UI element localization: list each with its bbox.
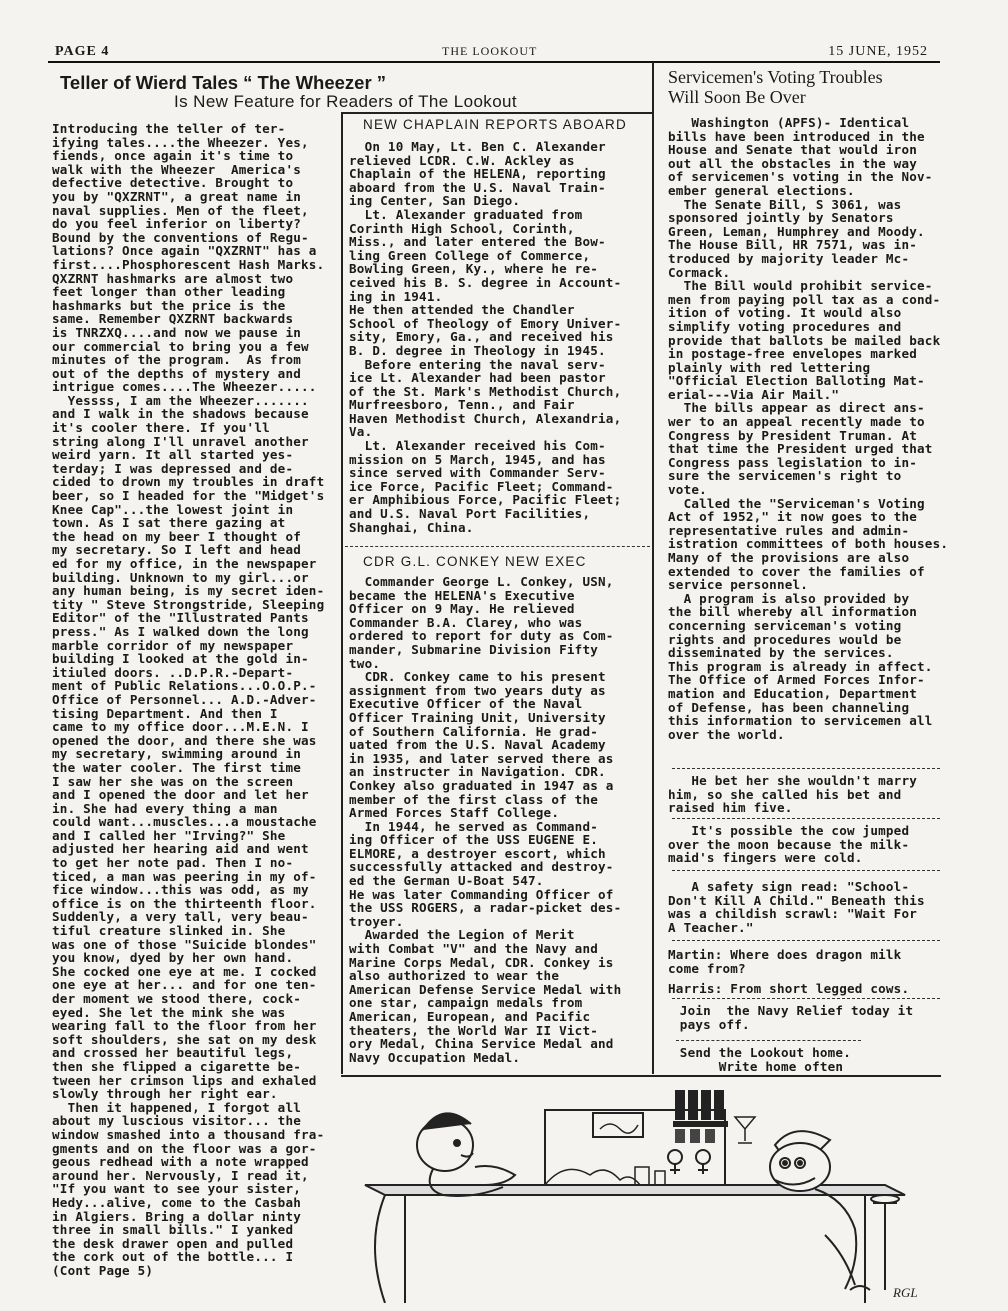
filler-divider: [672, 818, 940, 819]
patron-left: [417, 1113, 515, 1196]
bar-cartoon: [345, 1085, 945, 1303]
story1-subtitle: Is New Feature for Readers of The Lookout: [174, 92, 518, 111]
header-rule: [48, 61, 940, 63]
story4-subtitle: Will Soon Be Over: [668, 87, 806, 107]
cocktail-glass-icon: [735, 1117, 755, 1143]
issue-date: 15 JUNE, 1952: [828, 44, 928, 59]
sailor-right: [770, 1131, 899, 1290]
story2-body: On 10 May, Lt. Ben C. Alexander relieved LCDR. C.W. Ackley as Chaplain of the HELENA, reporting aboard from the U.S. Naval Train- ing Center, San Diego. Lt. Alexander graduated from Corinth High School, Corinth, Miss., and later entered the Bow- ling Green College of Commerce, Bowling Green, Ky., where he re- ceived his B. S. degree in Account- ing in 1941. He then attended the Chandler School of Theology of Emory Univer- sity, Emory, Ga., and received his B. D. degree in Theology in 1945. Before entering the naval serv- ice Lt. Alexander had been pastor of the St. Mark's Methodist Church, Murfreesboro, Tenn., and Fair Haven Methodist Church, Alexandria, Va. Lt. Alexander received his Com- mission on 5 March, 1945, and has since served with Commander Serv- ice Force, Pacific Fleet; Command- er Amphibious Force, Pacific Fleet; and U.S. Naval Port Facilities, Shanghai, China.: [349, 139, 622, 535]
newspaper-name: THE LOOKOUT: [442, 44, 538, 58]
story-divider: [345, 546, 650, 548]
filler-divider: [672, 998, 940, 999]
story2-title: NEW CHAPLAIN REPORTS ABOARD: [363, 117, 627, 132]
column-divider-right: [652, 62, 654, 1074]
filler-divider: [676, 1040, 861, 1041]
bar-sign: [593, 1113, 643, 1137]
story1-title: Teller of Wierd Tales “ The Wheezer ”: [60, 72, 387, 93]
navy-relief-notice: Join the Navy Relief today it pays off.: [679, 1003, 914, 1032]
story3-body: Commander George L. Conkey, USN, became the HELENA's Executive Officer on 9 May. He relieved Commander B.A. Clarey, who was ordered to report for duty as Com- mander, Submarine Division Fifty two. CDR. Conkey came to his present assignment from two years duty as Executive Officer of the Naval Officer Training Unit, University of Southern California. He grad- uated from the U.S. Naval Academy in 1935, and later served there as an instructer in Navigation. CDR. Conkey also graduated in 1947 as a member of the first class of the Armed Forces Staff College. In 1944, he served as Command- ing Officer of the USS EUGENE E. ELMORE, a destroyer escort, which successfully attacked and destroy- ed the German U-Boat 547. He was later Commanding Officer of the USS ROGERS, a radar-picket des- troyer. Awarded the Legion of Merit with Combat "V" and the Navy and Marine Corps Medal, CDR. Conkey is also authorized to wear the American Defense Service Medal with one star, campaign medals from American, European, and Pacific theaters, the World War II Vict- ory Medal, China Service Medal and Navy Occupation Medal.: [349, 574, 622, 1065]
filler-joke-3: A safety sign read: "School- Don't Kill A Child." Beneath this was a childish scrawl: "Wait For A Teacher.": [668, 879, 925, 935]
female-symbol-icon: [668, 1150, 710, 1174]
send-home-notice: Send the Lookout home. Write home often: [679, 1045, 851, 1074]
filler-divider: [672, 768, 940, 769]
story1-body: Introducing the teller of ter- ifying tales....the Wheezer. Yes, fiends, once again it's time to walk with the Wheezer America's defective detective. Brought to you by "QXZRNT", a great name in naval supplies. Men of the fleet, do you feel inferior on liberty? Bound by the conventions of Regu- lations? Once again "QXZRNT" has a first....Phosphorescent Hash Marks. QXZRNT hashmarks are almost two feet longer than other leading hashmarks but the price is the same. Remember QXZRNT backwards is TNRZXQ....and now we pause in our commercial to bring you a few minutes of the program. As from out of the depths of mystery and intrigue comes....The Wheezer..... Yessss, I am the Wheezer....... and I walk in the shadows because it's cooler there. If you'll string along I'll unravel another weird yarn. It all started yes- terday; I was depressed and de- cided to drown my troubles in draft beer, so I headed for the "Midget's Knee Cap"...the lowest joint in town. As I sat there gazing at the head on my beer I thought of my secretary. So I left and head ed for my office, in the newspaper building. Unknown to my girl...or any human being, is my secret iden- tity " Steve Strongstride, Sleeping Editor" of the "Illustrated Pants press." As I walked down the long marble corridor of my newspaper building I looked at the gold in- itiuled doors. ..D.P.R.-Depart- ment of Public Relations...O.O.P.- Office of Personnel... A.D.-Adver- tising Department. And then I came to my office door...M.E.N. I opened the door, and there she was my secretary, swimming around in the water cooler. The first time I saw her she was on the screen and I opened the door and let her in. She had every thing a man could want...muscles...a moustache and I called her "Irving?" She adjusted her hearing aid and went to get her note pad. Then I no- ticed, a man was peering in my of- fice window...this was odd, as my office is on the thirteenth floor. Suddenly, a very tall, very beau- tiful creature slinked in. She was one of those "Suicide blondes" you know, dyed by her own hand. She cocked one eye at me. I cocked one eye at her... and for one ten- der moment we stood there, cock- eyed. She let the mink she was wearing fall to the floor from her soft shoulders, she sat on my desk and crossed her beautiful legs, then she flipped a cigarette be- tween her crimson lips and exhaled slowly through her right ear. Then it happened, I forgot all about my luscious visitor... the window smashed into a thousand fra- gments and on the floor was a gor- geous redhead with a note wrapped around her. Nervously, I read it, "If you want to see your sister, Hedy...alive, come to the Casbah in Algiers. Bring a dollar ninty three in small bills." I yanked the desk drawer open and pulled the cork out of the bottle... I (Cont Page 5): [52, 121, 325, 1278]
page-number: PAGE 4: [55, 44, 110, 59]
artist-signature: RGL: [893, 1285, 918, 1300]
box-top-rule: [341, 112, 654, 114]
filler-joke-4: Martin: Where does dragon milk come from?: [668, 947, 902, 976]
filler-divider: [672, 940, 940, 941]
filler-joke-5: Harris: From short legged cows.: [668, 981, 910, 996]
filler-divider: [672, 870, 940, 871]
filler-joke-1: He bet her she wouldn't marry him, so she called his bet and raised him five.: [668, 773, 918, 816]
filler-joke-2: It's possible the cow jumped over the moon because the milk- maid's fingers were cold.: [668, 823, 910, 866]
story3-title: CDR G.L. CONKEY NEW EXEC: [363, 554, 587, 569]
column-divider-left: [341, 112, 343, 1074]
story4-body: Washington (APFS)- Identical bills have been introduced in the House and Senate that would iron out all the obstacles in the way of servicemen's voting in the Nov- ember general elections. The Senate Bill, S 3061, was sponsored jointly by Senators Green, Leman, Humphrey and Moody. The House Bill, HR 7571, was in- troduced by majority leader Mc- Cormack. The Bill would prohibit service- men from paying poll tax as a cond- ition of voting. It would also simplify voting procedures and provide that ballots be mailed back in postage-free envelopes marked plainly with red lettering "Official Election Balloting Mat- erial---Via Air Mail." The bills appear as direct ans- wer to an appeal recently made to Congress by President Truman. At that time the President urged that Congress pass legislation to in- sure the servicemen's right to vote. Called the "Serviceman's Voting Act of 1952," it now goes to the representative rules and admin- istration committees of both houses. Many of the provisions are also extended to cover the families of service personnel. A program is also provided by the bill whereby all information concerning serviceman's voting rights and procedures would be disseminated by the services. This program is already in affect. The Office of Armed Forces Infor- mation and Education, Department of Defense, has been channeling this information to servicemen all over the world.: [668, 115, 949, 742]
story4-title: Servicemen's Voting Troubles: [668, 67, 883, 87]
cartoon-top-rule: [341, 1075, 941, 1077]
bottles-icon: [673, 1090, 728, 1143]
